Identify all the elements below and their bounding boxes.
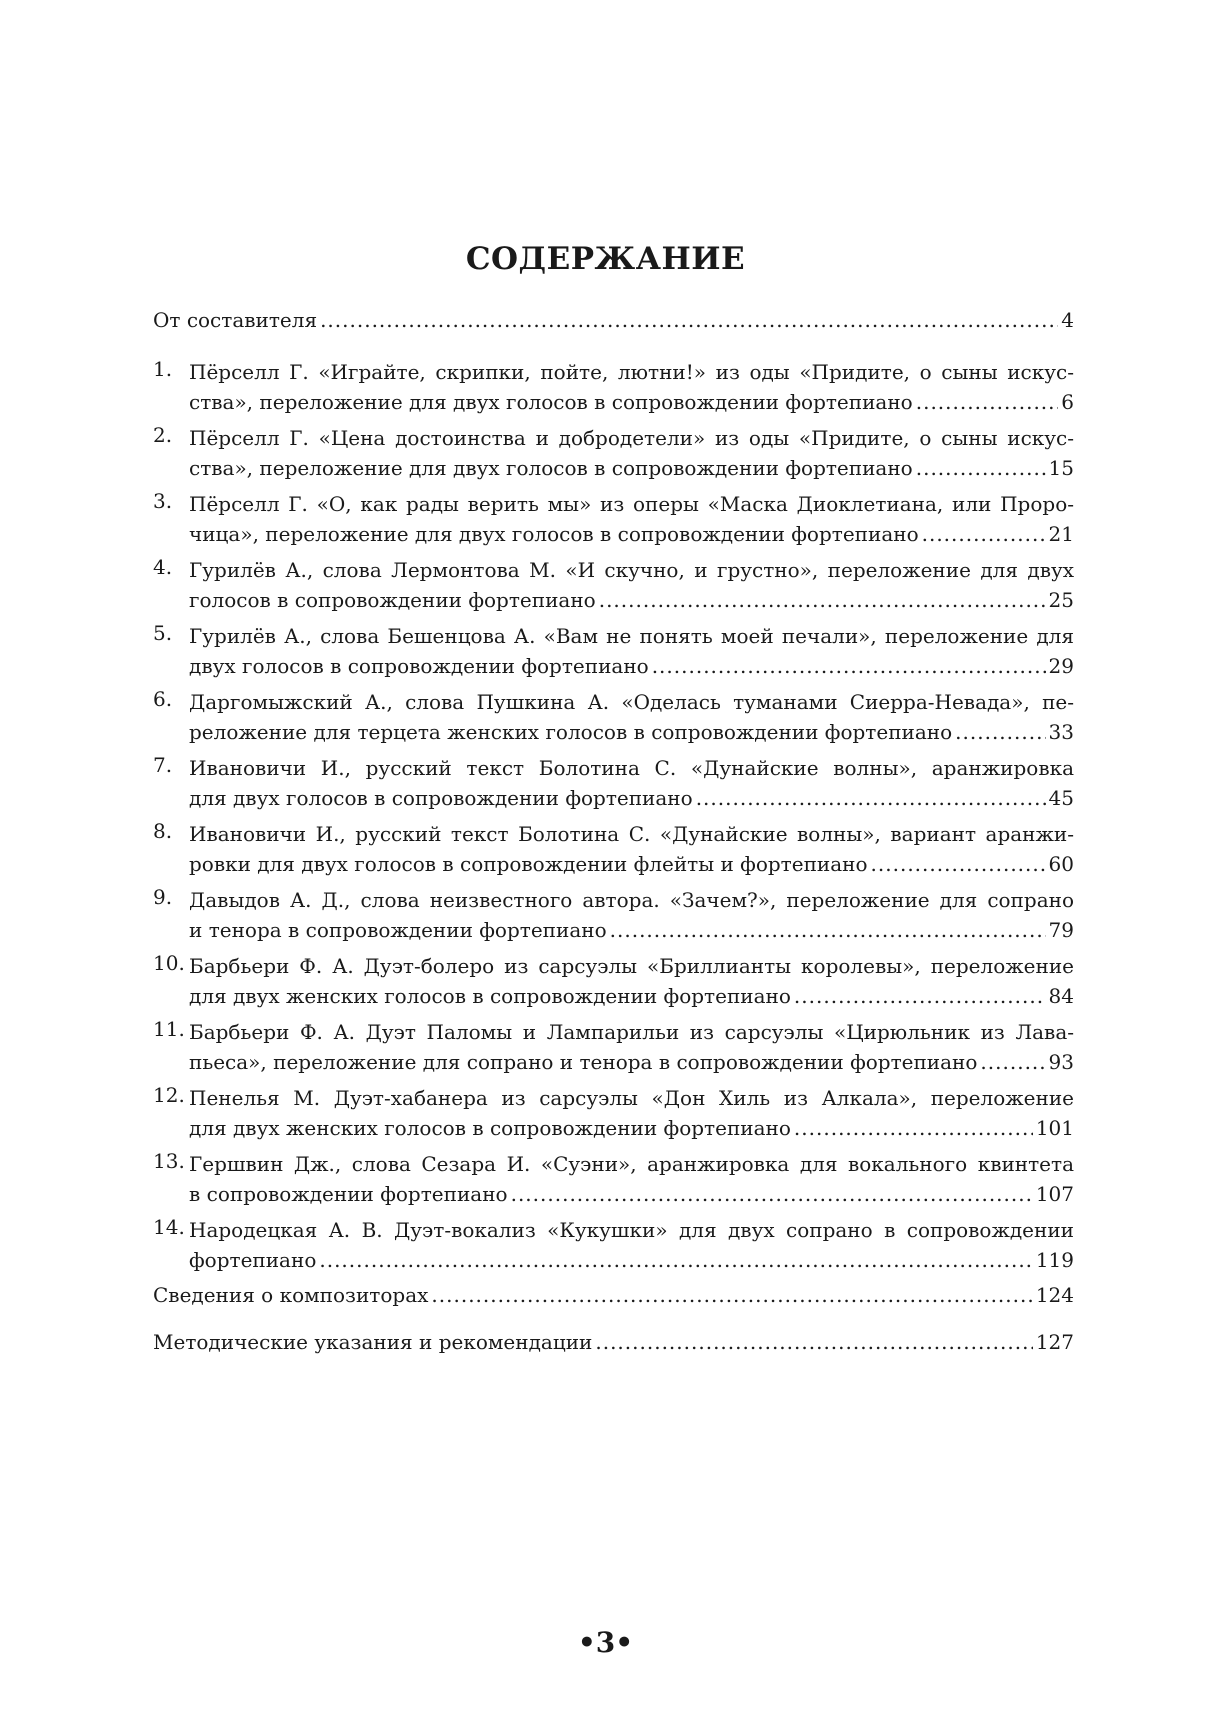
toc-entry-line: Давыдов А. Д., слова неизвестного автора. «Зачем?», переложение для сопрано xyxy=(189,888,1074,912)
toc-entry-line: Гурилёв А., слова Лермонтова М. «И скучно, и грустно», переложение для двух xyxy=(189,558,1074,582)
leader-dots xyxy=(916,453,1046,483)
toc-entry-line: для двух голосов в сопровождении фортепиано xyxy=(189,786,693,810)
bullet-right-icon: • xyxy=(615,1626,634,1659)
leader-dots xyxy=(320,305,1058,335)
toc-entry-number: 5. xyxy=(153,621,173,645)
toc-entry-line: фортепиано xyxy=(189,1248,317,1272)
toc-entry-line: в сопровождении фортепиано xyxy=(189,1182,508,1206)
toc-entry-line: Барбьери Ф. А. Дуэт Паломы и Лампарильи из сарсуэлы «Цирюльник из Лава- xyxy=(189,1020,1074,1044)
toc-entry-line: ровки для двух голосов в сопровождении флейты и фортепиано xyxy=(189,852,868,876)
toc-entry-line: Ивановичи И., русский текст Болотина С. «Дунайские волны», аранжировка xyxy=(189,756,1074,780)
toc-entry-line: для двух женских голосов в сопровождении фортепиано xyxy=(189,984,791,1008)
toc-entry-composers[interactable] xyxy=(153,1280,1074,1310)
toc-page-number: 25 xyxy=(1048,588,1074,612)
toc-entry-number: 6. xyxy=(153,687,173,711)
leader-dots xyxy=(922,519,1046,549)
toc-entry-title: Методические указания и рекомендации xyxy=(153,1330,593,1354)
toc-page-number: 119 xyxy=(1035,1248,1074,1272)
toc-entry-line: и тенора в сопровождении фортепиано xyxy=(189,918,607,942)
leader-dots xyxy=(871,849,1046,879)
toc-page-number: 21 xyxy=(1048,522,1074,546)
toc-entry-number: 8. xyxy=(153,819,173,843)
toc-entry-line: Даргомыжский А., слова Пушкина А. «Оделась туманами Сиерра-Невада», пе- xyxy=(189,690,1074,714)
toc-entry-number: 11. xyxy=(153,1017,185,1041)
toc-page-number: 127 xyxy=(1035,1330,1074,1354)
toc-page-number: 84 xyxy=(1048,984,1074,1008)
leader-dots xyxy=(955,717,1045,747)
toc-page-number: 29 xyxy=(1048,654,1074,678)
toc-entry-line: Гурилёв А., слова Бешенцова А. «Вам не понять моей печали», переложение для xyxy=(189,624,1074,648)
toc-page-number: 4 xyxy=(1061,308,1074,332)
leader-dots xyxy=(610,915,1046,945)
leader-dots xyxy=(595,1327,1032,1357)
toc-page-number: 79 xyxy=(1048,918,1074,942)
toc-entry-methodology[interactable] xyxy=(153,1327,1074,1357)
toc-entry-line: Пенелья М. Дуэт-хабанера из сарсуэлы «Дон Хиль из Алкала», переложение xyxy=(189,1086,1074,1110)
toc-entry-number: 12. xyxy=(153,1083,185,1107)
leader-dots xyxy=(916,387,1059,417)
toc-page-number: 101 xyxy=(1035,1116,1074,1140)
toc-entry-line: Гершвин Дж., слова Сезара И. «Суэни», аранжировка для вокального квинтета xyxy=(189,1152,1074,1176)
toc-entry-line: Ивановичи И., русский текст Болотина С. «Дунайские волны», вариант аранжи- xyxy=(189,822,1074,846)
toc-entry-line: чица», переложение для двух голосов в сопровождении фортепиано xyxy=(189,522,919,546)
toc-entry-line: пьеса», переложение для сопрано и тенора в сопровождении фортепиано xyxy=(189,1050,978,1074)
bullet-left-icon: • xyxy=(577,1626,596,1659)
toc-entry-number: 14. xyxy=(153,1215,185,1239)
toc-entry-number: 3. xyxy=(153,489,173,513)
toc-entry-line: Народецкая А. В. Дуэт-вокализ «Кукушки» для двух сопрано в сопровождении xyxy=(189,1218,1074,1242)
toc-page-number: 124 xyxy=(1035,1283,1074,1307)
toc-entry-intro[interactable] xyxy=(153,305,1074,335)
toc-entry-number: 9. xyxy=(153,885,173,909)
leader-dots xyxy=(794,981,1046,1011)
toc-entry-number: 13. xyxy=(153,1149,185,1173)
toc-page-number: 93 xyxy=(1048,1050,1074,1074)
leader-dots xyxy=(599,585,1046,615)
toc-page-number: 6 xyxy=(1061,390,1074,414)
page-number xyxy=(0,1626,1211,1659)
leader-dots xyxy=(980,1047,1045,1077)
toc-entry-line: реложение для терцета женских голосов в сопровождении фортепиано xyxy=(189,720,953,744)
leader-dots xyxy=(431,1280,1032,1310)
leader-dots xyxy=(511,1179,1033,1209)
toc-entry-number: 1. xyxy=(153,357,173,381)
toc-entry-number: 2. xyxy=(153,423,173,447)
toc-page-number: 45 xyxy=(1048,786,1074,810)
toc-entry-line: ства», переложение для двух голосов в сопровождении фортепиано xyxy=(189,390,913,414)
toc-page-number: 15 xyxy=(1048,456,1074,480)
page-number-value: 3 xyxy=(595,1626,616,1659)
leader-dots xyxy=(696,783,1046,813)
leader-dots xyxy=(319,1245,1032,1275)
toc-entry-number: 10. xyxy=(153,951,185,975)
toc-page-number: 33 xyxy=(1048,720,1074,744)
leader-dots xyxy=(794,1113,1033,1143)
toc-entry-line: Пёрселл Г. «О, как рады верить мы» из оперы «Маска Диоклетиана, или Проро- xyxy=(189,492,1074,516)
toc-entry-line: голосов в сопровождении фортепиано xyxy=(189,588,596,612)
toc-entry-line: ства», переложение для двух голосов в сопровождении фортепиано xyxy=(189,456,913,480)
toc-entry-title: От составителя xyxy=(153,308,318,332)
toc-entry-number: 7. xyxy=(153,753,173,777)
page-title: СОДЕРЖАНИЕ xyxy=(465,241,746,277)
toc-entry-line: Пёрселл Г. «Играйте, скрипки, пойте, лютни!» из оды «Придите, о сыны искус- xyxy=(189,360,1074,384)
toc-entry-title: Сведения о композиторах xyxy=(153,1283,429,1307)
toc-page-number: 107 xyxy=(1035,1182,1074,1206)
toc-entry-line: для двух женских голосов в сопровождении фортепиано xyxy=(189,1116,791,1140)
toc-entry-line: двух голосов в сопровождении фортепиано xyxy=(189,654,649,678)
leader-dots xyxy=(652,651,1046,681)
toc-page-number: 60 xyxy=(1048,852,1074,876)
toc-entry-number: 4. xyxy=(153,555,173,579)
toc-entry-line: Пёрселл Г. «Цена достоинства и добродетели» из оды «Придите, о сыны искус- xyxy=(189,426,1074,450)
toc-entry-line: Барбьери Ф. А. Дуэт-болеро из сарсуэлы «Бриллианты королевы», переложение xyxy=(189,954,1074,978)
